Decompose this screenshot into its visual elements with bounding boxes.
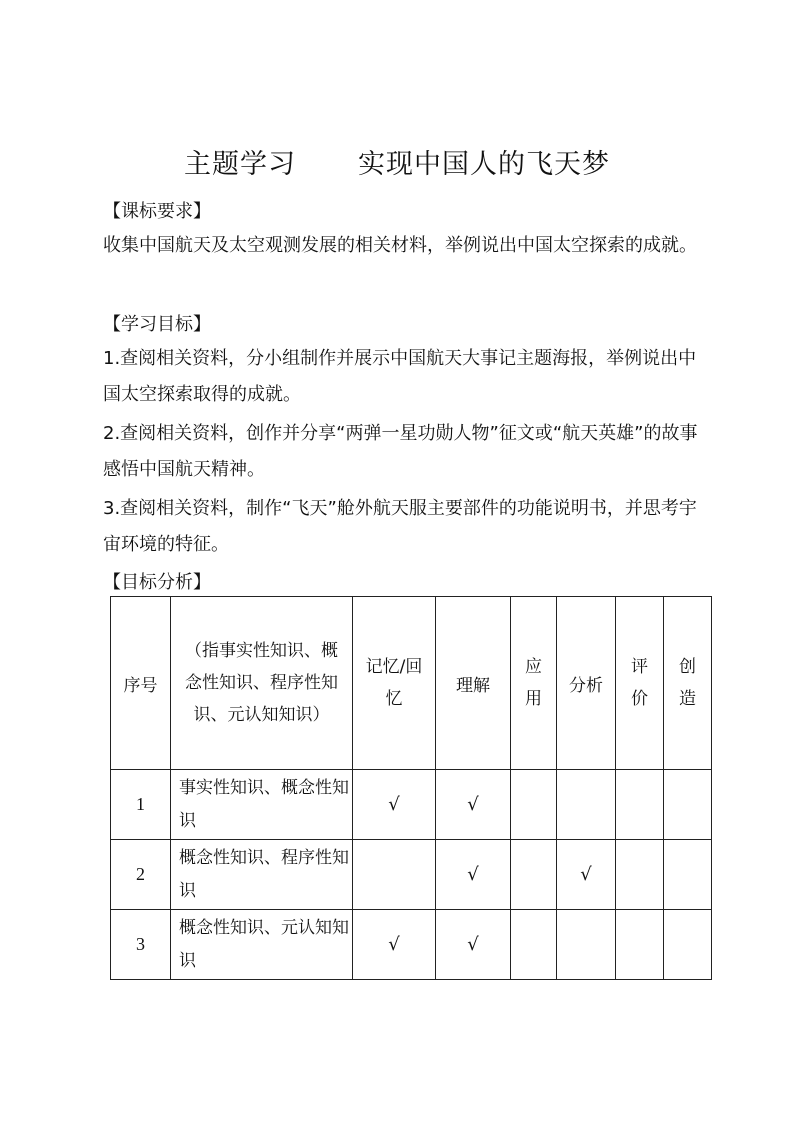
title-part1: 主题学习 xyxy=(184,149,296,180)
cell-create xyxy=(664,840,712,910)
row-seq: 1 xyxy=(111,770,171,840)
header-seq: 序号 xyxy=(111,597,171,770)
table-row xyxy=(111,770,712,840)
row-knowledge: 概念性知识、元认知知识 xyxy=(171,910,353,980)
cell-evaluate xyxy=(616,840,664,910)
objective-2: 2.查阅相关资料，创作并分享“两弹一星功勋人物”征文或“航天英雄”的故事感悟中国航天精神。 xyxy=(103,423,698,480)
header-create: 创造 xyxy=(664,597,712,770)
cell-understand: √ xyxy=(436,840,511,910)
title-part2: 实现中国人的飞天梦 xyxy=(358,149,610,180)
cell-analyze: √ xyxy=(557,840,616,910)
cell-apply xyxy=(511,840,557,910)
table-header-row xyxy=(111,597,712,770)
page-title xyxy=(0,142,794,181)
cell-evaluate xyxy=(616,910,664,980)
table-row xyxy=(111,910,712,980)
cell-understand: √ xyxy=(436,910,511,980)
cell-analyze xyxy=(557,910,616,980)
cell-remember: √ xyxy=(353,910,436,980)
cell-understand: √ xyxy=(436,770,511,840)
header-apply: 应用 xyxy=(511,597,557,770)
row-seq: 3 xyxy=(111,910,171,980)
row-knowledge: 概念性知识、程序性知识 xyxy=(171,840,353,910)
table-row xyxy=(111,840,712,910)
objective-3: 3.查阅相关资料，制作“飞天”舱外航天服主要部件的功能说明书，并思考宇宙环境的特征。 xyxy=(103,498,697,555)
header-remember: 记忆/回忆 xyxy=(353,597,436,770)
section-curriculum: 【课标要求】 xyxy=(103,201,211,222)
section-objectives: 【学习目标】 xyxy=(103,314,211,335)
goal-analysis-table xyxy=(110,596,712,980)
curriculum-text: 收集中国航天及太空观测发展的相关材料，举例说出中国太空探索的成就。 xyxy=(103,235,697,256)
header-understand: 理解 xyxy=(436,597,511,770)
objective-1: 1.查阅相关资料，分小组制作并展示中国航天大事记主题海报，举例说出中国太空探索取得的成就。 xyxy=(103,348,697,405)
header-knowledge: （指事实性知识、概念性知识、程序性知识、元认知知识） xyxy=(171,597,353,770)
cell-evaluate xyxy=(616,770,664,840)
row-seq: 2 xyxy=(111,840,171,910)
cell-apply xyxy=(511,910,557,980)
cell-remember xyxy=(353,840,436,910)
cell-remember: √ xyxy=(353,770,436,840)
cell-create xyxy=(664,910,712,980)
cell-apply xyxy=(511,770,557,840)
cell-create xyxy=(664,770,712,840)
row-knowledge: 事实性知识、概念性知识 xyxy=(171,770,353,840)
section-analysis: 【目标分析】 xyxy=(103,572,211,593)
header-analyze: 分析 xyxy=(557,597,616,770)
cell-analyze xyxy=(557,770,616,840)
header-evaluate: 评价 xyxy=(616,597,664,770)
